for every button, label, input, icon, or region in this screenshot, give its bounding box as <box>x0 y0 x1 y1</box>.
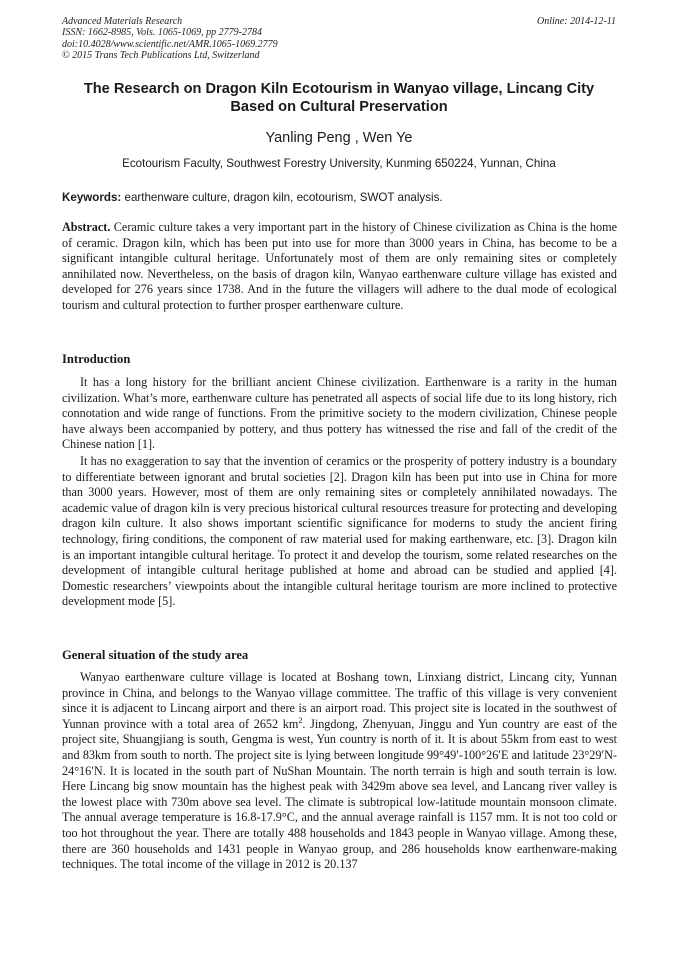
general-text-part-1: Wanyao earthenware culture village is located at Boshang town, Linxiang district, Lincang city, Yunnan province in China, and belongs to the Wanyao village committee. The traffic of this village is very convenient since it is adjacent to Lincang airport and there is an airport road. This project site is located in the southwest of Yunnan province with a total area of 2652 km <box>62 670 617 731</box>
introduction-heading: Introduction <box>62 352 131 366</box>
copyright-line: © 2015 Trans Tech Publications Ltd, Switzerland <box>62 50 260 62</box>
journal-header <box>62 16 616 62</box>
journal-name: Advanced Materials Research <box>62 16 183 27</box>
abstract-label: Abstract. <box>62 220 111 234</box>
paper-affiliation: Ecotourism Faculty, Southwest Forestry University, Kunming 650224, Yunnan, China <box>122 157 556 170</box>
general-text-part-2: . Jingdong, Zhenyuan, Jinggu and Yun country are east of the project site, Shuangjiang is south, Gengma is west, Yun country is north of it. It is about 55km from east to west and 83km from south to north. The project site is lying between longitude 99°49′-100°26′E and latitude 23°29′N-24°16′N. It is located in the south part of NuShan Mountain. The north terrain is high and south terrain is low. Here Lincang big snow mountain has the highest peak with 3429m above sea level, and Lancang river valley is the lowest place with 730m above sea level. The climate is subtropical low-latitude mountain monsoon climate. The annual average temperature is 16.8-17.9°C, and the annual average rainfall is 1157 mm. It is not too cold or too hot throughout the year. There are totally 488 households and 1843 people in Wanyao village. Among these, there are 360 households and 1431 people in Wanyao group, and 286 households know earthenware-making techniques. The total income of the village in 2012 is 20.137 <box>62 716 617 872</box>
superscript-2: 2 <box>298 715 303 725</box>
introduction-paragraph-2: It has no exaggeration to say that the invention of ceramics or the prosperity of pottery industry is a boundary to differentiate between ignorant and brutal societies [2]. Dragon kiln has been put into use in China for more than 3000 years. However, most of them are only remaining sites or completely annihilated nowadays. The academic value of dragon kiln is very precious historical cultural resources treasure for protecting and developing dragon kiln culture. It also shows important scientific significance for moderns to study the ancient firing technology, firing conditions, the component of raw material used for making earthenware, etc. [3]. Dragon kiln is an important intangible cultural heritage. To protect it and develop the tourism, some related researches on the development of intangible cultural heritage published at home and abroad can be studied and applied [4]. Domestic researchers’ viewpoints about the intangible cultural heritage tourism are more inclined to protective development mode [5]. <box>62 454 617 609</box>
paper-title: The Research on Dragon Kiln Ecotourism in Wanyao village, Lincang City Based on Cultural Preservation <box>83 81 595 115</box>
abstract <box>62 220 617 314</box>
paper-authors: Yanling Peng , Wen Ye <box>265 130 413 146</box>
general-situation-paragraph <box>62 670 617 873</box>
keywords-line <box>62 191 617 204</box>
keywords-label: Keywords: <box>62 191 122 204</box>
keywords-text: earthenware culture, dragon kiln, ecotourism, SWOT analysis. <box>121 191 443 204</box>
general-situation-heading: General situation of the study area <box>62 648 249 662</box>
online-date: Online: 2014-12-11 <box>537 16 616 27</box>
issn-line: ISSN: 1662-8985, Vols. 1065-1069, pp 2779-2784 <box>62 27 262 39</box>
doi-line: doi:10.4028/www.scientific.net/AMR.1065-1069.2779 <box>62 38 278 50</box>
abstract-text: Ceramic culture takes a very important part in the history of Chinese civilization as China is the home of ceramic. Dragon kiln, which has been put into use for more than 3000 years in China, has become to be a significant intangible cultural heritage. Unfortunately most of them are only remaining sites or completely annihilated now. Nevertheless, on the basis of dragon kiln, Wanyao earthenware culture village has existed and developed for 276 years since 1738. And in the future the villagers will adhere to the dual mode of ecological tourism and cultural protection to further prosper earthenware culture. <box>62 220 617 312</box>
introduction-paragraph-1: It has a long history for the brilliant ancient Chinese civilization. Earthenware is a rarity in the human civilization. What’s more, earthenware culture has penetrated all aspects of social life due to its long history, rich connotation and wide range of functions. From the primitive society to the modern civilization, Chinese people have always been accompanied by pottery, and thus pottery has witnessed the rise and fall of the credit of the Chinese nation [1]. <box>62 375 617 452</box>
